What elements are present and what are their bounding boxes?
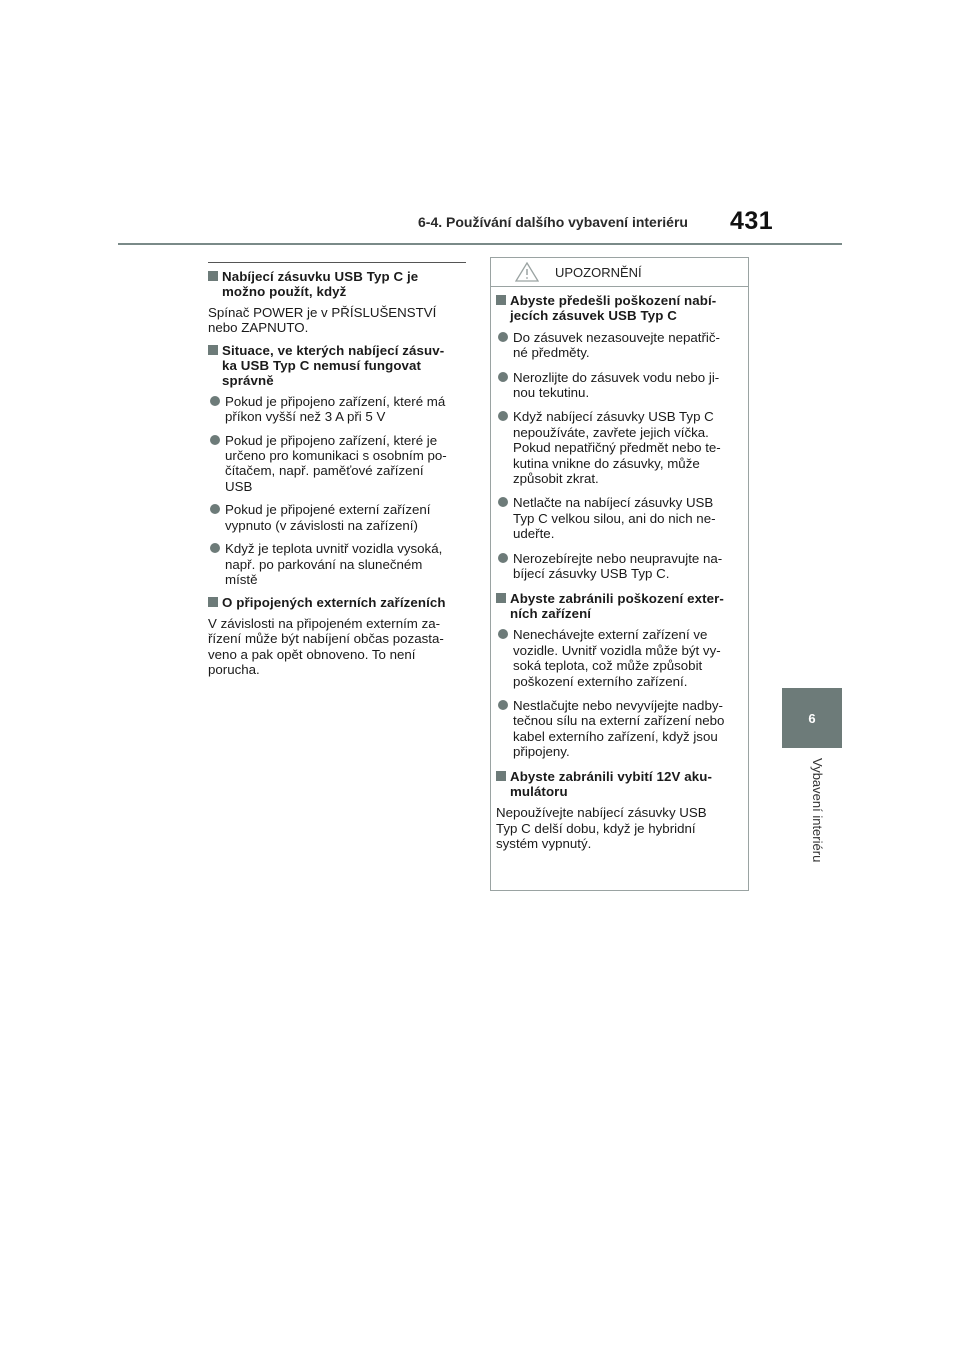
- text-line: Pokud nepatřičný předmět nebo te-: [513, 440, 721, 456]
- paragraph: [496, 805, 742, 851]
- text-line: Nerozlijte do zásuvek vodu nebo ji-: [513, 369, 720, 385]
- list-item: [208, 541, 466, 587]
- heading-line: možno použít, když: [222, 284, 347, 300]
- heading-line: jecích zásuvek USB Typ C: [510, 308, 677, 324]
- round-bullet-icon: [498, 553, 508, 563]
- text-line: příkon vyšší než 3 A při 5 V: [225, 409, 386, 425]
- heading-line: Situace, ve kterých nabíjecí zásuv-: [222, 342, 445, 358]
- text-line: vozidle. Uvnitř vozidla může být vy-: [513, 642, 721, 658]
- round-bullet-icon: [210, 435, 220, 445]
- list-item: [496, 370, 742, 401]
- paragraph: [208, 616, 466, 678]
- caution-box: [490, 257, 749, 891]
- chapter-tab: [782, 688, 842, 748]
- text-line: nou tekutinu.: [513, 385, 590, 401]
- text-line: Pokud je připojeno zařízení, které je: [225, 432, 438, 448]
- list-item: [496, 551, 742, 582]
- text-line: Pokud je připojené externí zařízení: [225, 502, 431, 518]
- caution-body: [491, 287, 748, 852]
- text-line: USB: [225, 478, 253, 494]
- text-line: poškození externího zařízení.: [513, 673, 688, 689]
- heading-line: O připojených externích zařízeních: [222, 595, 446, 611]
- round-bullet-icon: [498, 411, 508, 421]
- round-bullet-icon: [498, 629, 508, 639]
- column-rule: [208, 262, 466, 263]
- text-line: nebo ZAPNUTO.: [208, 320, 309, 336]
- text-line: kutina vnikne do zásuvky, může: [513, 455, 700, 471]
- square-bullet-icon: [208, 271, 218, 281]
- text-line: řízení může být nabíjení občas pozasta-: [208, 631, 444, 647]
- text-line: Typ C delší dobu, když je hybridní: [496, 820, 696, 836]
- text-line: Nenechávejte externí zařízení ve: [513, 627, 708, 643]
- text-line: Nestlačujte nebo nevyvíjejte nadby-: [513, 697, 723, 713]
- square-bullet-icon: [496, 295, 506, 305]
- heading-line: ních zařízení: [510, 605, 592, 621]
- list-item: [496, 698, 742, 760]
- text-line: Spínač POWER je v PŘÍSLUŠENSTVÍ: [208, 304, 437, 320]
- heading-line: Abyste zabránili vybití 12V aku-: [510, 768, 712, 784]
- heading-line: mulátoru: [510, 783, 568, 799]
- text-line: Když nabíjecí zásuvky USB Typ C: [513, 409, 714, 425]
- text-line: Netlačte na nabíjecí zásuvky USB: [513, 495, 714, 511]
- square-bullet-icon: [496, 771, 506, 781]
- text-line: udeřte.: [513, 526, 555, 542]
- text-line: bíjecí zásuvky USB Typ C.: [513, 566, 670, 582]
- list-item: [496, 409, 742, 486]
- section-heading: [208, 343, 466, 389]
- text-line: Do zásuvek nezasouvejte nepatřič-: [513, 329, 720, 345]
- text-line: V závislosti na připojeném externím za-: [208, 615, 441, 631]
- heading-line: správně: [222, 373, 274, 389]
- text-line: né předměty.: [513, 345, 590, 361]
- round-bullet-icon: [498, 372, 508, 382]
- text-line: veno a pak opět obnoveno. To není: [208, 646, 416, 662]
- text-line: systém vypnutý.: [496, 836, 592, 852]
- heading-line: Abyste předešli poškození nabí-: [510, 293, 717, 308]
- text-line: soká teplota, což může způsobit: [513, 658, 703, 674]
- paragraph: [208, 305, 466, 336]
- text-line: např. po parkování na slunečném: [225, 556, 423, 572]
- list-item: [496, 495, 742, 541]
- chapter-label: Vybavení interiéru: [810, 758, 825, 863]
- text-line: nepoužíváte, zavřete jejich víčka.: [513, 424, 709, 440]
- square-bullet-icon: [496, 593, 506, 603]
- square-bullet-icon: [208, 597, 218, 607]
- round-bullet-icon: [210, 396, 220, 406]
- text-line: určeno pro komunikaci s osobním po-: [225, 448, 447, 464]
- text-line: místě: [225, 571, 258, 587]
- section-heading: [496, 293, 742, 324]
- round-bullet-icon: [210, 504, 220, 514]
- text-line: připojeny.: [513, 744, 570, 760]
- left-column: [208, 262, 466, 684]
- caution-title: UPOZORNĚNÍ: [555, 264, 642, 280]
- section-title: 6-4. Používání dalšího vybavení interiéru: [418, 214, 688, 230]
- square-bullet-icon: [208, 345, 218, 355]
- chapter-number: 6: [808, 710, 816, 726]
- text-line: kabel externího zařízení, když jsou: [513, 728, 718, 744]
- text-line: Nepoužívejte nabíjecí zásuvky USB: [496, 805, 707, 821]
- list-item: [208, 394, 466, 425]
- page-number: 431: [730, 207, 774, 235]
- warning-icon: [515, 262, 539, 282]
- text-line: tečnou sílu na externí zařízení nebo: [513, 713, 725, 729]
- heading-line: Abyste zabránili poškození exter-: [510, 590, 724, 606]
- round-bullet-icon: [498, 700, 508, 710]
- section-heading: [496, 769, 742, 800]
- list-item: [208, 433, 466, 495]
- list-item: [208, 502, 466, 533]
- heading-line: ka USB Typ C nemusí fungovat: [222, 358, 422, 374]
- text-line: Nerozebírejte nebo neupravujte na-: [513, 550, 723, 566]
- header-rule: [118, 243, 842, 245]
- section-heading: [208, 595, 466, 610]
- text-line: Pokud je připojeno zařízení, které má: [225, 393, 446, 409]
- text-line: Když je teplota uvnitř vozidla vysoká,: [225, 541, 443, 557]
- list-item: [496, 330, 742, 361]
- text-line: porucha.: [208, 661, 260, 677]
- round-bullet-icon: [210, 543, 220, 553]
- text-line: čítačem, např. paměťové zařízení: [225, 463, 424, 479]
- text-line: Typ C velkou silou, ani do nich ne-: [513, 510, 716, 526]
- list-item: [496, 627, 742, 689]
- caution-header: [491, 258, 748, 287]
- heading-line: Nabíjecí zásuvku USB Typ C je: [222, 269, 419, 284]
- text-line: vypnuto (v závislosti na zařízení): [225, 517, 418, 533]
- round-bullet-icon: [498, 497, 508, 507]
- text-line: způsobit zkrat.: [513, 471, 599, 487]
- section-heading: [496, 591, 742, 622]
- section-heading: [208, 269, 466, 300]
- round-bullet-icon: [498, 332, 508, 342]
